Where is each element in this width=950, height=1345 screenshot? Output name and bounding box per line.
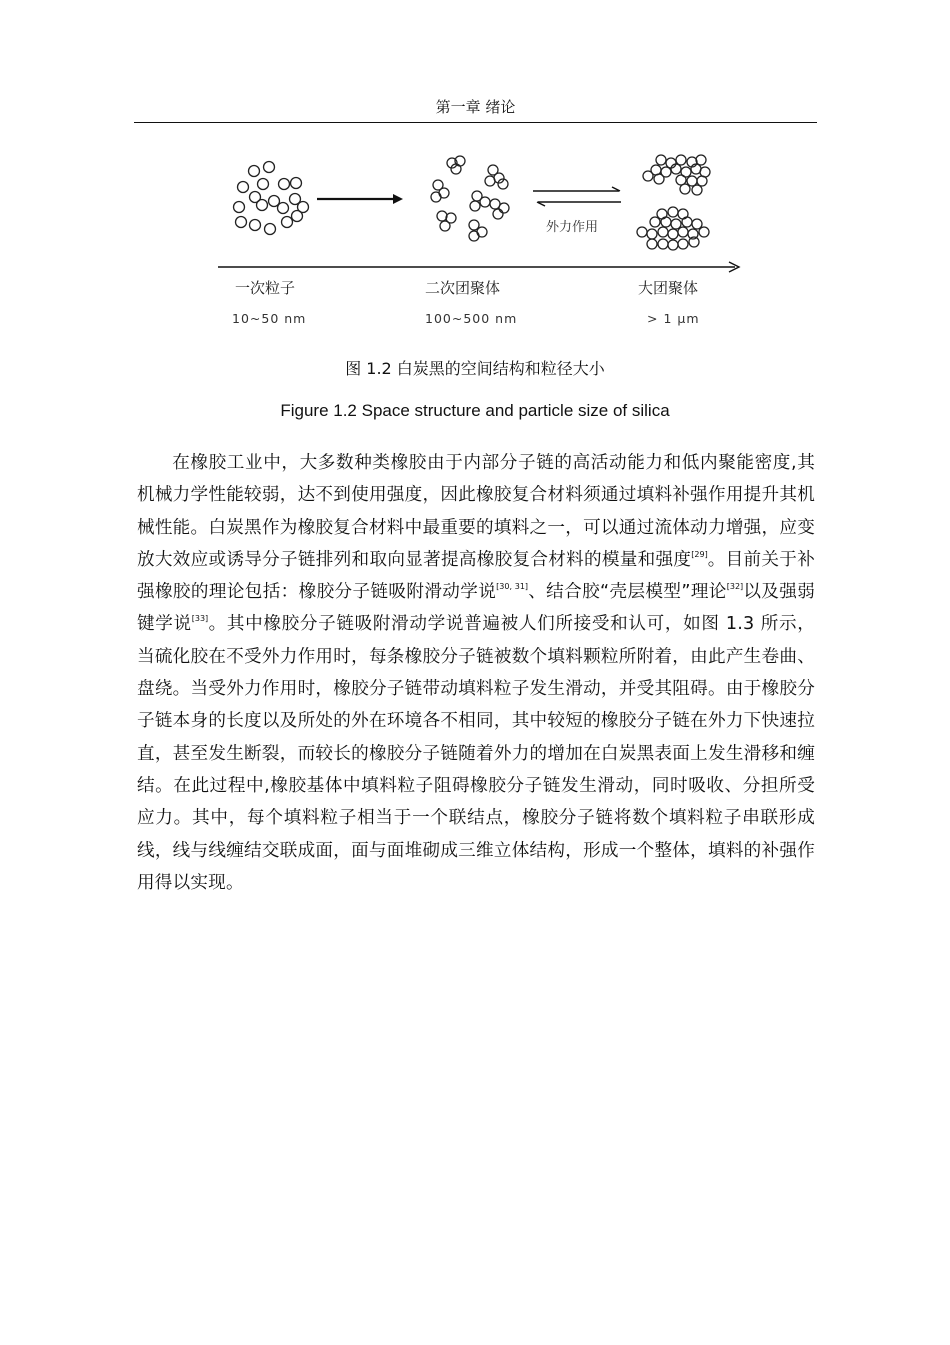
citation-ref: [29] bbox=[691, 549, 708, 559]
body-text-segment: 在橡胶工业中，大多数种类橡胶由于内部分子链的高活动能力和低内聚能密度,其机械力学性能较弱，达不到使用强度，因此橡胶复合材料须通过填料补强作用提升其机械性能。白炭黑作为橡胶复合材料中最重要的填料之一，可以通过流体动力增强，应变放大效应或诱导分子链排列和取向显著提高橡胶复合材料的模量和强度 bbox=[137, 453, 815, 570]
axis-arrow-icon bbox=[218, 262, 739, 272]
stage-2-name: 二次团聚体 bbox=[425, 279, 501, 297]
citation-ref: [33] bbox=[191, 614, 209, 624]
figure-caption-zh: 图 1.2 白炭黑的空间结构和粒径大小 bbox=[345, 359, 605, 378]
stage-2-size: 100~500 nm bbox=[425, 311, 518, 326]
figure-silica-structure bbox=[215, 150, 755, 340]
reversible-arrow-icon bbox=[533, 187, 621, 206]
arrow-right-icon bbox=[317, 194, 403, 204]
citation-ref: [30, 31] bbox=[496, 582, 529, 592]
body-paragraph bbox=[137, 447, 815, 899]
page-header: 第一章 绪论 bbox=[435, 98, 516, 116]
stage-3-name: 大团聚体 bbox=[638, 279, 699, 297]
external-force-label: 外力作用 bbox=[546, 220, 599, 235]
body-text-segment: 。其中橡胶分子链吸附滑动学说普遍被人们所接受和认可，如图 1.3 所示，当硫化胶在不受外力作用时，每条橡胶分子链被数个填料颗粒所附着，由此产生卷曲、盘绕。当受外力作用时，橡胶分子链带动填料粒子发生滑动，并受其阻碍。由于橡胶分子链本身的长度以及所处的外在环境各不相同，其中较短的橡胶分子链在外力下快速拉直，甚至发生断裂，而较长的橡胶分子链随着外力的增加在白炭黑表面上发生滑移和缠结。在此过程中,橡胶基体中填料粒子阻碍橡胶分子链发生滑动，同时吸收、分担所受应力。其中，每个填料粒子相当于一个联结点，橡胶分子链将数个填料粒子串联形成线，线与线缠结交联成面，面与面堆砌成三维立体结构，形成一个整体，填料的补强作用得以实现。 bbox=[137, 614, 815, 893]
large-agglomerates bbox=[637, 155, 710, 250]
secondary-aggregates bbox=[431, 156, 509, 241]
figure-caption-en: Figure 1.2 Space structure and particle size of silica bbox=[280, 401, 670, 420]
citation-ref: [32] bbox=[726, 582, 744, 592]
primary-particles bbox=[234, 162, 309, 235]
header-rule bbox=[134, 122, 817, 123]
stage-1-name: 一次粒子 bbox=[235, 279, 296, 297]
stage-1-size: 10~50 nm bbox=[232, 311, 307, 326]
stage-3-size: > 1 μm bbox=[647, 311, 700, 326]
body-text-segment: 。目前关于补强橡胶的理论包括：橡胶分子链吸附滑动学说 bbox=[137, 549, 815, 603]
body-text-segment: 以及强弱键学说 bbox=[137, 582, 815, 635]
body-text-segment: 、结合胶“壳层模型”理论 bbox=[528, 582, 727, 603]
